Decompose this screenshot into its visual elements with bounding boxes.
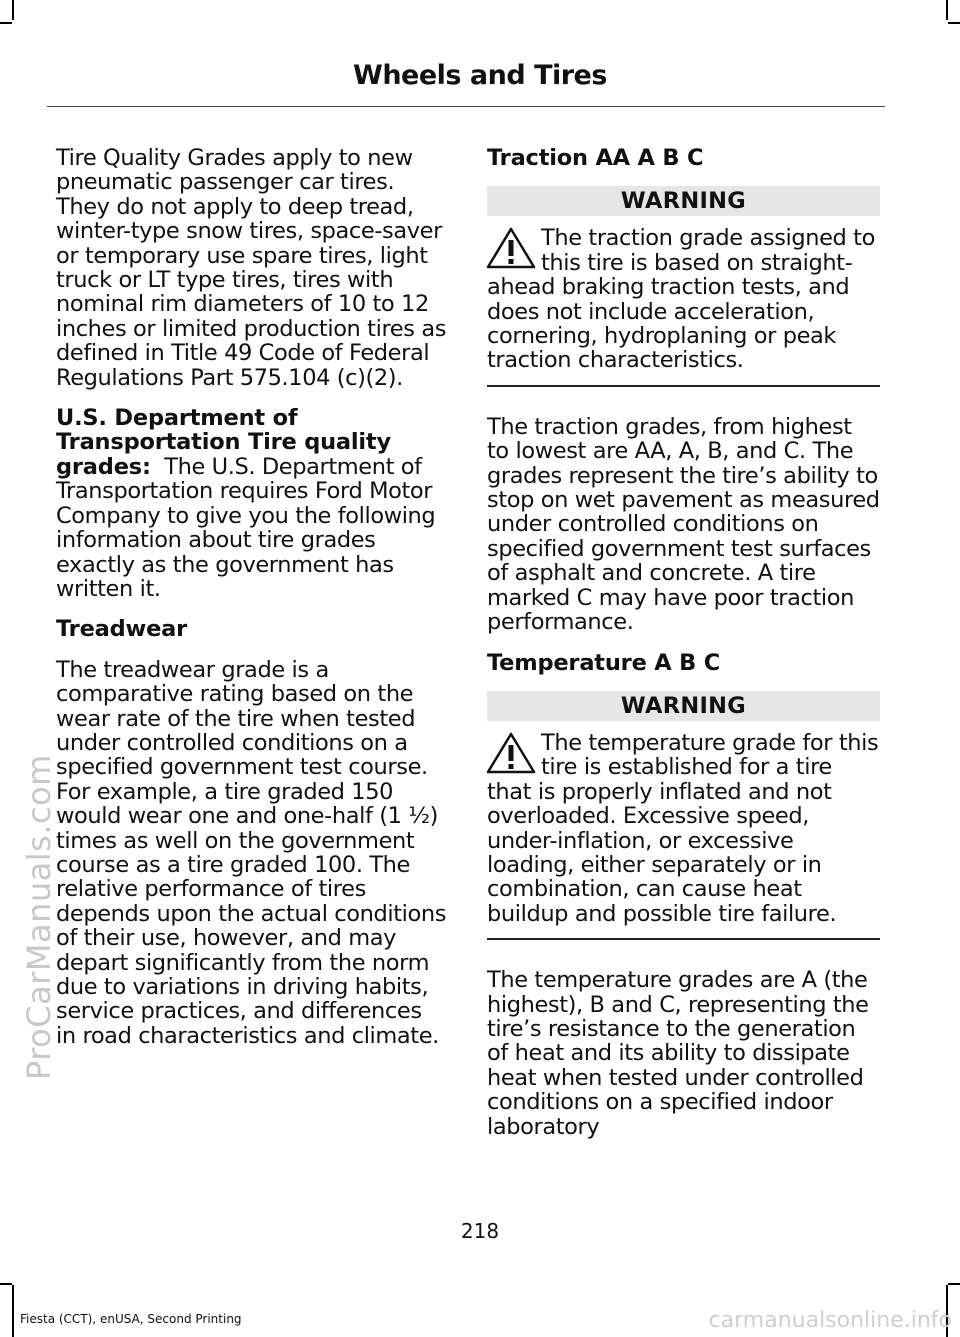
temperature-warning-text: The temperature grade for this tire is established for a tire that is properly inflated and not overloaded. Excessive speed, under-inflation, or excessive loading, either separately or in combination, can cause heat buildup and possible tire failure.: [487, 729, 879, 927]
page-title: Wheels and Tires: [353, 60, 607, 91]
corner-watermark: carmanualsonline.info: [708, 1308, 952, 1333]
warning-divider: [487, 385, 880, 387]
temperature-warning-bar: WARNING: [487, 691, 880, 721]
dot-heading: U.S. Department of Transportation Tire quality grades:: [56, 405, 391, 480]
edition-footer: Fiesta (CCT), enUSA, Second Printing: [20, 1312, 242, 1326]
treadwear-heading: Treadwear: [56, 616, 188, 643]
header-divider: [47, 106, 885, 107]
crop-mark: [12, 1285, 14, 1337]
temperature-heading: Temperature A B C: [487, 649, 721, 676]
crop-mark: [946, 0, 948, 20]
temperature-warning: [487, 731, 880, 926]
crop-mark: [948, 22, 960, 24]
crop-mark: [0, 22, 12, 24]
crop-mark: [12, 0, 14, 20]
dot-paragraph: [56, 406, 448, 601]
dot-text: The U.S. Department of Transportation requires Ford Motor Company to give you the following information about tire grades exactly as the government has written it.: [56, 453, 436, 602]
side-watermark: ProCarManuals.com: [20, 754, 58, 1080]
left-column: [56, 146, 448, 1064]
traction-warning-bar: WARNING: [487, 186, 880, 216]
warning-triangle-icon: [485, 226, 537, 270]
temperature-paragraph: The temperature grades are A (the highest), B and C, representing the tire’s resistance to the generation of heat and its ability to dissipate heat when tested under controlled conditions on a specified indoor laboratory: [487, 967, 869, 1140]
traction-warning: [487, 226, 880, 372]
warning-divider: [487, 938, 880, 940]
intro-paragraph: Tire Quality Grades apply to new pneumatic passenger car tires. They do not apply to deep tread, winter-type snow tires, space-saver or temporary use spare tires, light truck or LT type tires, tires with nominal rim diameters of 10 to 12 inches or limited production tires as defined in Title 49 Code of Federal Regulations Part 575.104 (c)(2).: [56, 145, 447, 391]
warning-triangle-icon: [485, 731, 537, 775]
traction-warning-text: The traction grade assigned to this tire is based on straight-ahead braking traction tests, and does not include acceleration, cornering, hydroplaning or peak traction characteristics.: [487, 225, 875, 374]
right-column: [487, 146, 880, 1155]
traction-heading: Traction AA A B C: [487, 145, 704, 171]
page-number: 218: [460, 1219, 500, 1243]
crop-mark: [0, 1283, 12, 1285]
crop-mark: [948, 1283, 960, 1285]
treadwear-paragraph: The treadwear grade is a comparative rating based on the wear rate of the tire when tested under controlled conditions on a specified government test course. For example, a tire graded 150 would wear one and one-half (1 ½) times as well on the government course as a tire graded 100. The relative performance of tires depends upon the actual conditions of their use, however, and may depart significantly from the norm due to variations in driving habits, service practices, and differences in road characteristics and climate.: [56, 656, 447, 1049]
traction-paragraph: The traction grades, from highest to lowest are AA, A, B, and C. The grades represent the tire’s ability to stop on wet pavement as measured under controlled conditions on specified government test surfaces of asphalt and concrete. A tire marked C may have poor traction performance.: [487, 413, 880, 636]
